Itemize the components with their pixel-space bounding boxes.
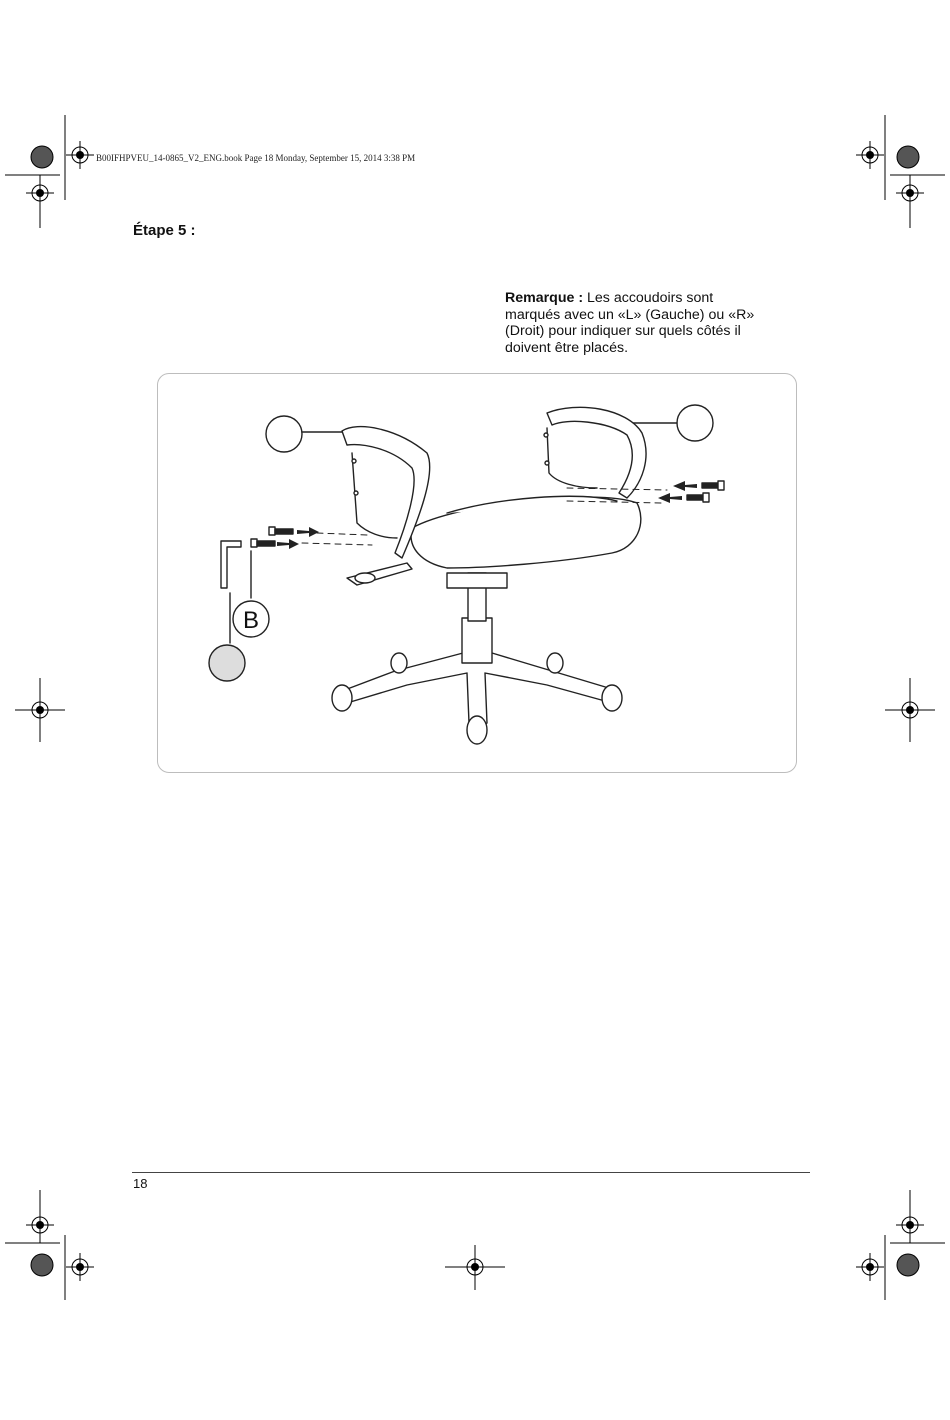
chair-illustration	[157, 373, 797, 773]
page-number: 18	[133, 1176, 148, 1191]
left-armrest-callout	[266, 416, 302, 452]
step-title: Étape 5 :	[133, 222, 196, 239]
footer-rule	[132, 1172, 810, 1173]
print-header: B00IFHPVEU_14-0865_V2_ENG.book Page 18 Monday, September 15, 2014 3:38 PM	[96, 153, 416, 163]
hex-key-callout	[209, 645, 245, 681]
seat	[411, 497, 641, 568]
part-label: B	[242, 607, 260, 634]
note-label: Remarque :	[505, 290, 584, 306]
allen-key-icon	[221, 541, 241, 588]
gas-cylinder	[462, 618, 492, 663]
note-text: Les accoudoirs sont marqués avec un «L» (Gauche) ou «R» (Droit) pour indiquer sur quels côtés il doivent être placés.	[505, 290, 755, 356]
right-armrest-callout	[677, 405, 713, 441]
note	[505, 290, 765, 356]
